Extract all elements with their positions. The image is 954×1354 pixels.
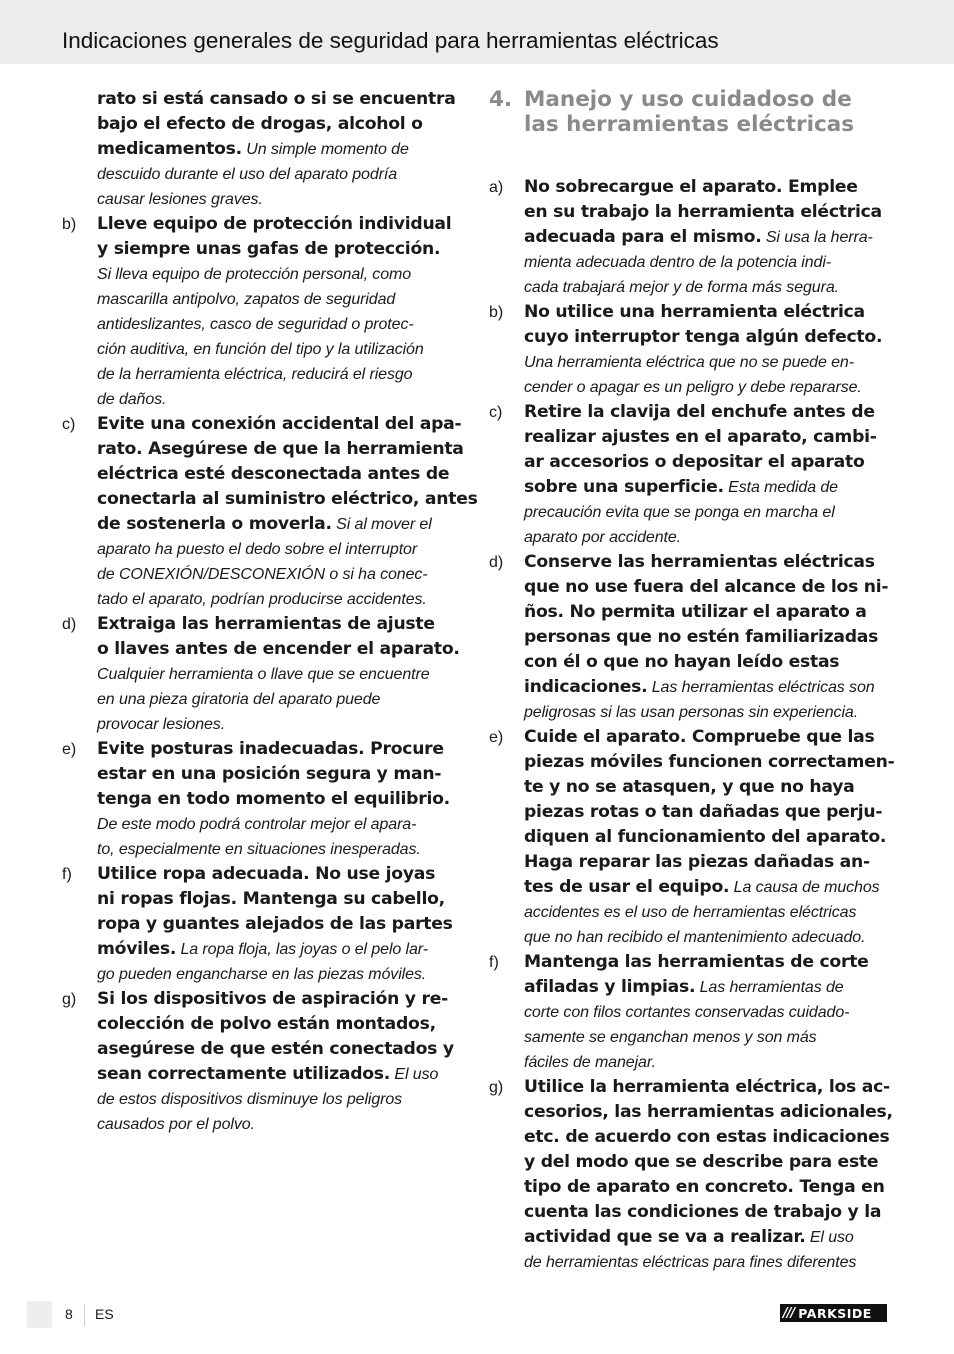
text-line [524,175,894,200]
instruction-item [62,412,478,612]
instruction-item [489,725,894,950]
section-number: 4. [489,87,513,112]
lead-text: afiladas y limpias. [524,977,696,997]
text-line [524,1200,894,1225]
lead-text: Conserve las herramientas eléctricas [524,552,875,572]
text-line [524,425,894,450]
description-text: Cualquier herramienta o llave que se encuentre [97,666,430,683]
lead-text: que no use fuera del alcance de los ni- [524,577,889,597]
description-text: samente se enganchan menos y son más [524,1029,817,1046]
lead-text: móviles. [97,939,177,959]
text-line [97,787,467,812]
description-text: causar lesiones graves. [97,191,263,208]
logo-text: PARKSIDE [798,1305,872,1321]
lead-text: diquen al funcionamiento del aparato. [524,827,887,847]
lead-text: te y no se atasquen, y que no haya [524,777,855,797]
text-line [524,1150,894,1175]
item-letter [62,87,97,212]
description-text: aparato por accidente. [524,529,682,546]
lead-text: con él o que no hayan leído estas [524,652,840,672]
instruction-item [62,612,467,737]
lead-text: ños. No permita utilizar el aparato a [524,602,867,622]
instruction-item [62,212,467,412]
text-line [97,512,478,537]
text-line [524,725,895,750]
text-line [97,112,467,137]
instruction-item [489,175,894,300]
lead-text: sobre una superficie. [524,477,724,497]
description-text: accidentes es el uso de herramientas eléctricas [524,904,857,921]
lead-text: eléctrica esté desconectada antes de [97,464,450,484]
section-title: Manejo y uso cuidadoso de las herramientas eléctricas [524,87,855,137]
lead-text: actividad que se va a realizar. [524,1227,806,1247]
section-heading [489,87,894,137]
right-column [489,87,894,1275]
item-letter: e) [62,741,77,758]
text-line [97,737,467,762]
text-line [524,475,894,500]
description-text: de CONEXIÓN/DESCONEXIÓN o si ha conec- [97,566,428,583]
right-column-items [489,175,894,1275]
item-letter: f) [489,954,499,971]
item-letter: d) [489,554,504,571]
item-letter: b) [489,304,504,321]
description-text: Si usa la herra- [761,229,873,246]
lead-text: etc. de acuerdo con estas indicaciones [524,1127,890,1147]
lead-text: sean correctamente utilizados. [97,1064,391,1084]
text-line [524,600,894,625]
item-text [524,725,895,950]
item-letter: b) [62,216,77,233]
text-line [97,87,467,112]
description-text: Esta medida de [723,479,838,496]
description-text: que no han recibido el mantenimiento adecuado. [524,929,866,946]
lead-text: o llaves antes de encender el aparato. [97,639,460,659]
lead-text: conectarla al suministro eléctrico, antes [97,489,478,509]
description-text: Un simple momento de [241,141,409,158]
description-text: El uso [390,1066,439,1083]
text-line [524,850,895,875]
item-text [524,175,894,300]
description-text: Una herramienta eléctrica que no se puede en- [524,354,854,371]
item-text [524,1075,894,1275]
lead-text: rato. Asegúrese de que la herramienta [97,439,464,459]
text-line [97,762,467,787]
left-column [62,87,478,1137]
text-line [524,225,894,250]
lead-text: ropa y guantes alejados de las partes [97,914,453,934]
item-letter: g) [489,1079,504,1096]
footer-divider [84,1304,85,1326]
text-line [524,1125,894,1150]
item-text [524,550,894,725]
description-text: en una pieza giratoria del aparato puede [97,691,381,708]
description-text: de daños. [97,391,167,408]
text-line [524,650,894,675]
text-line [524,675,894,700]
text-line [524,625,894,650]
description-text: El uso [805,1229,854,1246]
lead-text: adecuada para el mismo. [524,227,762,247]
text-line [524,200,894,225]
text-line [97,1037,467,1062]
lead-text: estar en una posición segura y man- [97,764,442,784]
logo-stripes: /// [783,1305,795,1321]
text-line [97,462,478,487]
lead-text: Haga reparar las piezas dañadas an- [524,852,870,872]
lead-text: piezas móviles funcionen correctamen- [524,752,895,772]
description-text: cada trabajará mejor y de forma más segura. [524,279,839,296]
item-text [97,612,467,737]
lead-text: realizar ajustes en el aparato, cambi- [524,427,877,447]
text-line [524,1075,894,1100]
lead-text: en su trabajo la herramienta eléctrica [524,202,882,222]
item-text [97,212,467,412]
item-text [97,862,467,987]
text-line [524,550,894,575]
description-text: go pueden engancharse en las piezas móviles. [97,966,427,983]
item-text [524,950,894,1075]
text-line [97,437,478,462]
text-line [97,637,467,662]
description-text: De este modo podrá controlar mejor el apara- [97,816,417,833]
text-line [524,975,894,1000]
text-line [97,887,467,912]
lead-text: cuyo interruptor tenga algún defecto. [524,327,883,347]
text-line [524,1225,894,1250]
lead-text: ni ropas flojas. Mantenga su cabello, [97,889,445,909]
lead-text: cuenta las condiciones de trabajo y la [524,1202,882,1222]
text-line [97,612,467,637]
lead-text: ar accesorios o depositar el aparato [524,452,865,472]
text-line [524,325,894,350]
description-text: corte con filos cortantes conservadas cuidado- [524,1004,850,1021]
lead-text: Lleve equipo de protección individual [97,214,452,234]
description-text: Las herramientas eléctricas son [647,679,875,696]
text-line [97,137,467,162]
description-text: de estos dispositivos disminuye los peligros [97,1091,403,1108]
instruction-item [489,300,894,400]
description-text: La ropa floja, las joyas o el pelo lar- [176,941,428,958]
text-line [97,237,467,262]
lead-text: colección de polvo están montados, [97,1014,436,1034]
description-text: causados por el polvo. [97,1116,255,1133]
lead-text: No sobrecargue el aparato. Emplee [524,177,858,197]
text-line [524,750,895,775]
text-line [524,400,894,425]
lead-text: y del modo que se describe para este [524,1152,879,1172]
instruction-item [62,87,467,212]
item-text [97,737,467,862]
page-title: Indicaciones generales de seguridad para herramientas eléctricas [62,28,719,53]
text-line [524,1100,894,1125]
description-text: mascarilla antipolvo, zapatos de seguridad [97,291,396,308]
description-text: cender o apagar es un peligro y debe repararse. [524,379,862,396]
instruction-item [62,862,467,987]
instruction-item [489,550,894,725]
lead-text: cesorios, las herramientas adicionales, [524,1102,893,1122]
description-text: ción auditiva, en función del tipo y la utilización [97,341,424,358]
lead-text: Utilice la herramienta eléctrica, los ac- [524,1077,890,1097]
instruction-item [489,950,894,1075]
text-line [97,487,478,512]
text-line [524,575,894,600]
instruction-item [489,400,894,550]
description-text: tado el aparato, podrían producirse accidentes. [97,591,427,608]
item-letter: e) [489,729,504,746]
lead-text: Evite una conexión accidental del apa- [97,414,462,434]
lead-text: asegúrese de que estén conectados y [97,1039,454,1059]
text-line [524,875,895,900]
text-line [524,800,895,825]
text-line [97,1012,467,1037]
page-header [0,0,954,64]
item-text [97,987,467,1137]
text-line [524,300,894,325]
lead-text: No utilice una herramienta eléctrica [524,302,865,322]
text-line [524,950,894,975]
item-text [97,412,478,612]
footer-marker [27,1301,52,1328]
description-text: fáciles de manejar. [524,1054,656,1071]
text-line [524,1175,894,1200]
item-letter: f) [62,866,72,883]
description-text: de la herramienta eléctrica, reducirá el riesgo [97,366,413,383]
lead-text: tes de usar el equipo. [524,877,730,897]
item-text [97,87,467,212]
text-line [97,412,478,437]
description-text: La causa de muchos [729,879,880,896]
lead-text: Extraiga las herramientas de ajuste [97,614,435,634]
item-letter: a) [489,179,504,196]
item-letter: d) [62,616,77,633]
instruction-item [489,1075,894,1275]
lead-text: Cuide el aparato. Compruebe que las [524,727,875,747]
language-code: ES [95,1306,114,1322]
text-line [97,987,467,1012]
parkside-logo [780,1304,887,1322]
text-line [524,450,894,475]
lead-text: bajo el efecto de drogas, alcohol o [97,114,423,134]
text-line [524,825,895,850]
text-line [97,937,467,962]
lead-text: personas que no estén familiarizadas [524,627,879,647]
instruction-item [62,987,467,1137]
instruction-item [62,737,467,862]
item-text [524,400,894,550]
lead-text: medicamentos. [97,139,242,159]
description-text: peligrosas si las usan personas sin experiencia. [524,704,859,721]
text-line [524,775,895,800]
item-text [524,300,894,400]
text-line [97,212,467,237]
description-text: de herramientas eléctricas para fines diferentes [524,1254,857,1271]
lead-text: y siempre unas gafas de protección. [97,239,441,259]
text-line [97,862,467,887]
item-letter: c) [489,404,503,421]
description-text: to, especialmente en situaciones inesperadas. [97,841,421,858]
description-text: aparato ha puesto el dedo sobre el interruptor [97,541,418,558]
lead-text: Si los dispositivos de aspiración y re- [97,989,449,1009]
lead-text: rato si está cansado o si se encuentra [97,89,456,109]
lead-text: Utilice ropa adecuada. No use joyas [97,864,436,884]
description-text: precaución evita que se ponga en marcha el [524,504,835,521]
description-text: antideslizantes, casco de seguridad o protec- [97,316,414,333]
item-letter: g) [62,991,77,1008]
lead-text: Mantenga las herramientas de corte [524,952,869,972]
description-text: provocar lesiones. [97,716,226,733]
description-text: mienta adecuada dentro de la potencia indi- [524,254,832,271]
description-text: descuido durante el uso del aparato podría [97,166,398,183]
lead-text: Retire la clavija del enchufe antes de [524,402,875,422]
lead-text: tenga en todo momento el equilibrio. [97,789,450,809]
text-line [97,912,467,937]
lead-text: tipo de aparato en concreto. Tenga en [524,1177,885,1197]
page-number: 8 [65,1306,73,1322]
lead-text: indicaciones. [524,677,648,697]
description-text: Si lleva equipo de protección personal, como [97,266,412,283]
lead-text: piezas rotas o tan dañadas que perju- [524,802,883,822]
description-text: Si al mover el [331,516,432,533]
lead-text: Evite posturas inadecuadas. Procure [97,739,444,759]
description-text: Las herramientas de [695,979,844,996]
text-line [97,1062,467,1087]
lead-text: de sostenerla o moverla. [97,514,332,534]
item-letter: c) [62,416,76,433]
